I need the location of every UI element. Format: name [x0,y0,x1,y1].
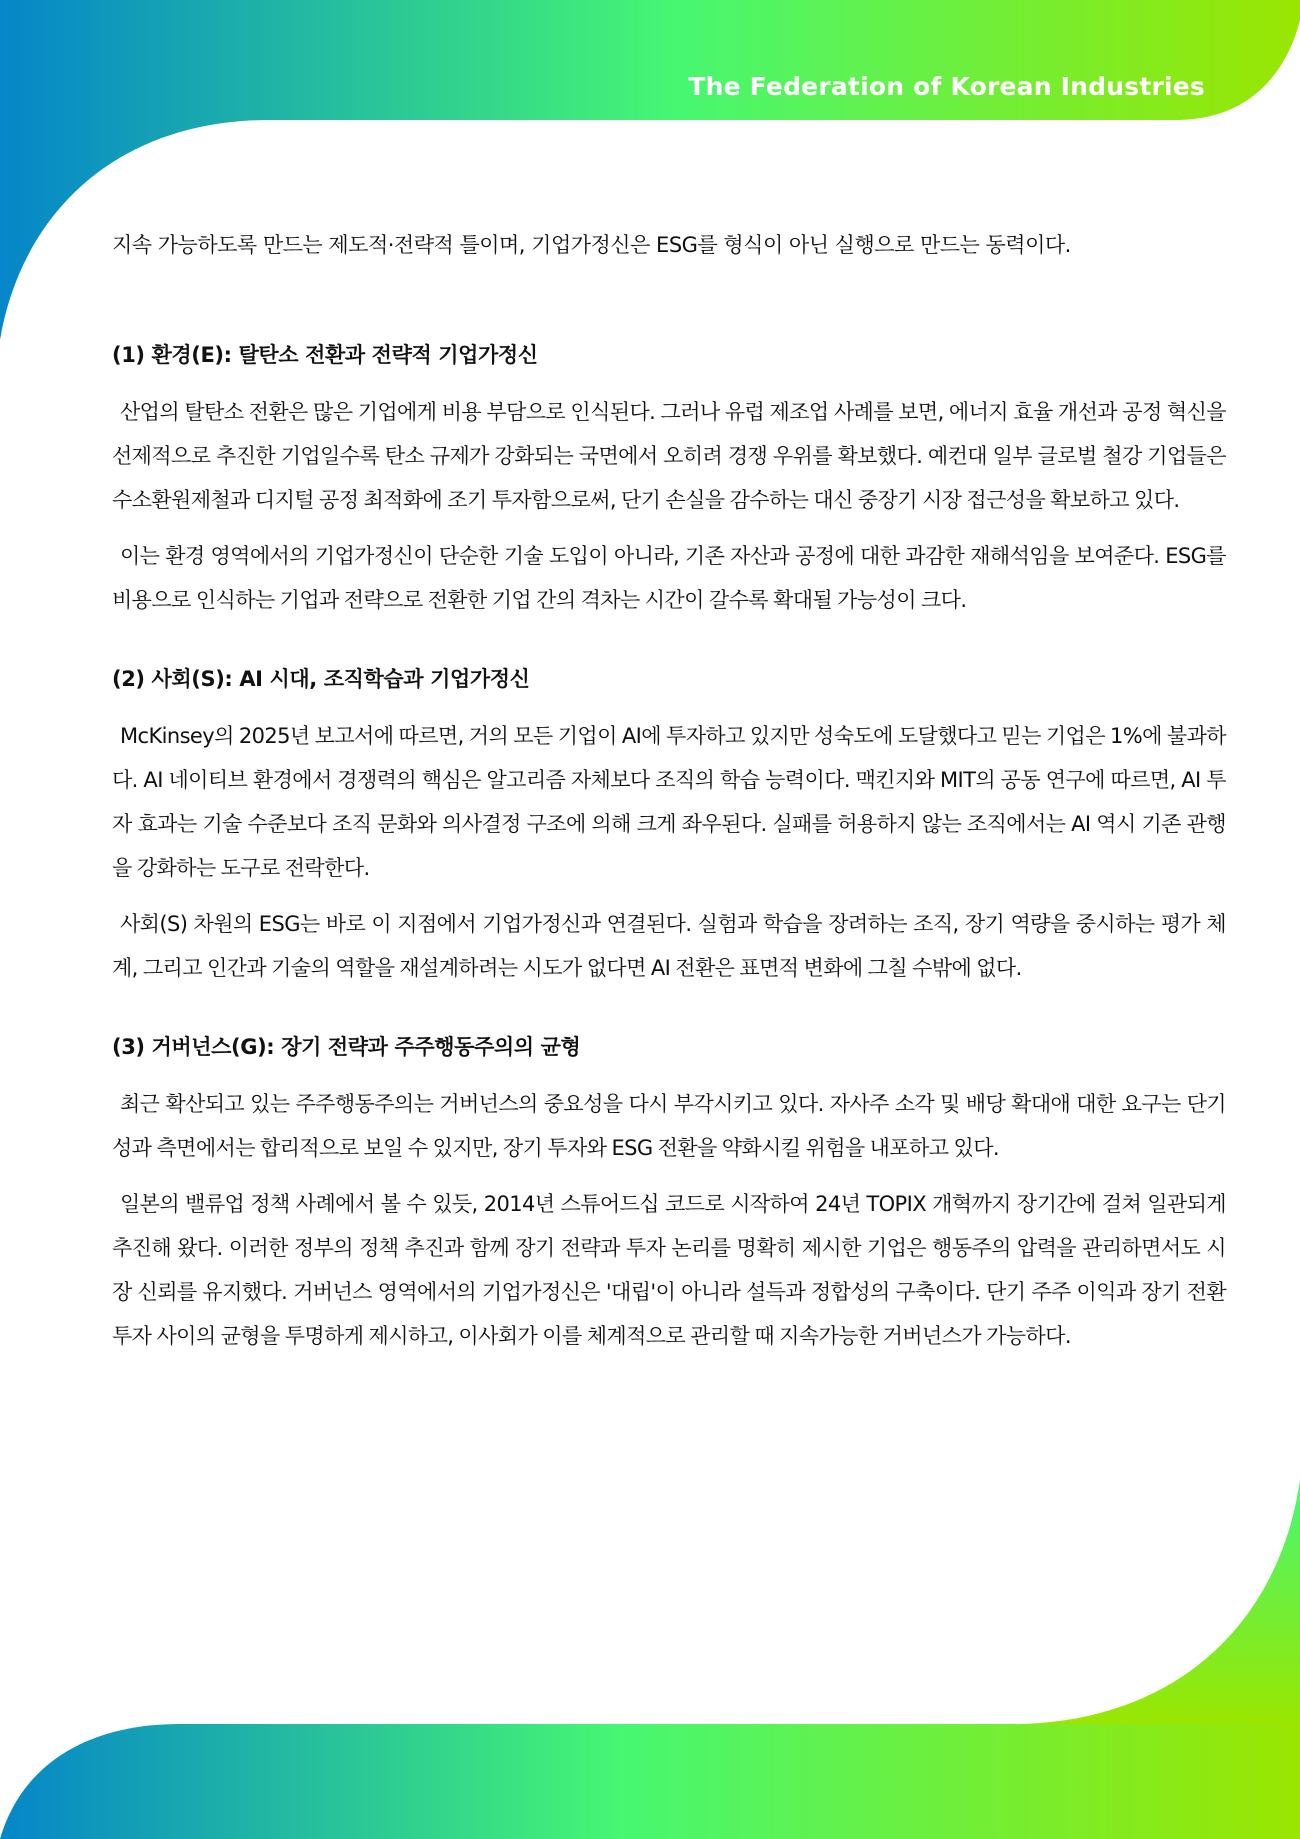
section-heading: (3) 거버넌스(G): 장기 전략과 주주행동주의의 균형 [112,1035,581,1059]
right-gradient-swoop [1020,1480,1300,1724]
section-heading: (1) 환경(E): 탈탄소 전환과 전략적 기업가정신 [112,343,538,367]
paragraph: 산업의 탈탄소 전환은 많은 기업에게 비용 부담으로 인식된다. 그러나 유럽 제조업 사례를 보면, 에너지 효율 개선과 공정 혁신을 선제적으로 추진한 기업일수록 탄소 규제가 강화되는 국면에서 오히려 경쟁 우위를 확보했다. 예컨대 일부 글로벌 철강 기업들은 수소환원제철과 디지털 공정 최적화에 조기 투자함으로써, 단기 손실을 감수하는 대신 중장기 시장 접근성을 확보하고 있다. [112,400,1226,512]
footer-gradient-band [0,1724,1300,1839]
document-body [112,228,1226,1398]
paragraph: 사회(S) 차원의 ESG는 바로 이 지점에서 기업가정신과 연결된다. 실험과 학습을 장려하는 조직, 장기 역량을 중시하는 평가 체계, 그리고 인간과 기술의 역할을 재설계하려는 시도가 없다면 AI 전환은 표면적 변화에 그칠 수밖에 없다. [112,912,1226,980]
section-governance [112,1030,1226,1358]
intro-text: 지속 가능하도록 만드는 제도적·전략적 틀이며, 기업가정신은 ESG를 형식이 아닌 실행으로 만드는 동력이다. [112,233,1071,257]
header-organization-name: The Federation of Korean Industries [688,72,1205,101]
section-social [112,662,1226,990]
paragraph: 일본의 밸류업 정책 사례에서 볼 수 있듯, 2014년 스튜어드십 코드로 시작하여 24년 TOPIX 개혁까지 장기간에 걸쳐 일관되게 추진해 왔다. 이러한 정부의 정책 추진과 함께 장기 전략과 투자 논리를 명확히 제시한 기업은 행동주의 압력을 관리하면서도 시장 신뢰를 유지했다. 거버넌스 영역에서의 기업가정신은 '대립'이 아니라 설득과 정합성의 구축이다. 단기 주주 이익과 장기 전환 투자 사이의 균형을 투명하게 제시하고, 이사회가 이를 체계적으로 관리할 때 지속가능한 거버넌스가 가능하다. [112,1192,1226,1348]
paragraph: 최근 확산되고 있는 주주행동주의는 거버넌스의 중요성을 다시 부각시키고 있다. 자사주 소각 및 배당 확대애 대한 요구는 단기 성과 측면에서는 합리적으로 보일 수 있지만, 장기 투자와 ESG 전환을 약화시킬 위험을 내포하고 있다. [112,1092,1226,1160]
paragraph: 이는 환경 영역에서의 기업가정신이 단순한 기술 도입이 아니라, 기존 자산과 공정에 대한 과감한 재해석임을 보여준다. ESG를 비용으로 인식하는 기업과 전략으로 전환한 기업 간의 격차는 시간이 갈수록 확대될 가능성이 크다. [112,544,1226,612]
paragraph: McKinsey의 2025년 보고서에 따르면, 거의 모든 기업이 AI에 투자하고 있지만 성숙도에 도달했다고 믿는 기업은 1%에 불과하다. AI 네이티브 환경에서 경쟁력의 핵심은 알고리즘 자체보다 조직의 학습 능력이다. 맥킨지와 MIT의 공동 연구에 따르면, AI 투자 효과는 기술 수준보다 조직 문화와 의사결정 구조에 의해 크게 좌우된다. 실패를 허용하지 않는 조직에서는 AI 역시 기존 관행을 강화하는 도구로 전락한다. [112,724,1226,880]
section-environment [112,338,1226,622]
section-heading: (2) 사회(S): AI 시대, 조직학습과 기업가정신 [112,667,530,691]
